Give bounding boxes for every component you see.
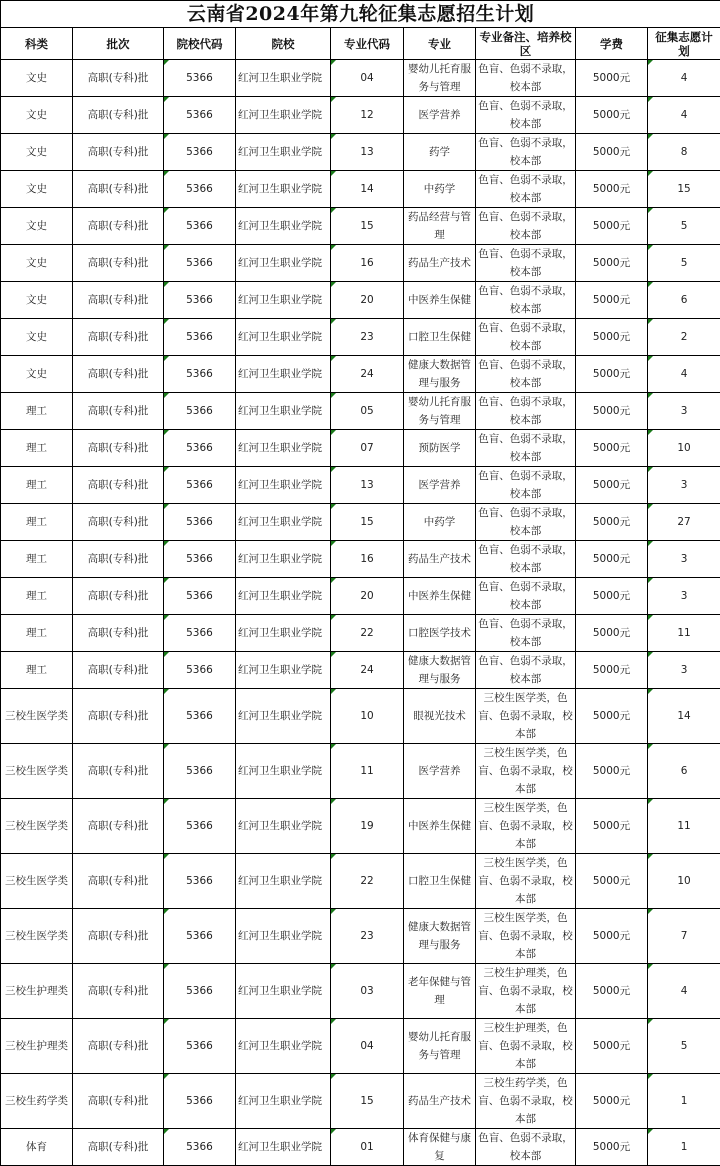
- cell-major-code: 10: [331, 689, 404, 744]
- cell-school: 红河卫生职业学院: [236, 1019, 331, 1074]
- cell-category: 文史: [1, 97, 73, 134]
- cell-note: 三校生药学类，色盲、色弱不录取，校本部: [476, 1074, 576, 1129]
- cell-school-code: 5366: [164, 1129, 236, 1166]
- cell-school: 红河卫生职业学院: [236, 504, 331, 541]
- cell-note: 色盲、色弱不录取，校本部: [476, 393, 576, 430]
- cell-school: 红河卫生职业学院: [236, 854, 331, 909]
- cell-major: 中医养生保健: [404, 799, 476, 854]
- cell-fee: 5000元: [576, 909, 648, 964]
- cell-major-code: 23: [331, 319, 404, 356]
- cell-fee: 5000元: [576, 1074, 648, 1129]
- cell-fee: 5000元: [576, 60, 648, 97]
- cell-plan: 7: [648, 909, 720, 964]
- cell-school: 红河卫生职业学院: [236, 964, 331, 1019]
- table-row: [1, 689, 720, 744]
- cell-school-code: 5366: [164, 60, 236, 97]
- cell-note: 三校生医学类，色盲、色弱不录取，校本部: [476, 854, 576, 909]
- cell-school: 红河卫生职业学院: [236, 356, 331, 393]
- table-row: [1, 319, 720, 356]
- cell-batch: 高职(专科)批: [73, 1019, 164, 1074]
- cell-fee: 5000元: [576, 245, 648, 282]
- cell-fee: 5000元: [576, 171, 648, 208]
- cell-fee: 5000元: [576, 689, 648, 744]
- cell-school-code: 5366: [164, 134, 236, 171]
- cell-plan: 10: [648, 430, 720, 467]
- cell-plan: 15: [648, 171, 720, 208]
- cell-note: 三校生护理类，色盲、色弱不录取，校本部: [476, 1019, 576, 1074]
- cell-school: 红河卫生职业学院: [236, 97, 331, 134]
- cell-category: 体育: [1, 1129, 73, 1166]
- cell-school-code: 5366: [164, 282, 236, 319]
- cell-category: 文史: [1, 60, 73, 97]
- cell-fee: 5000元: [576, 652, 648, 689]
- cell-plan: 1: [648, 1129, 720, 1166]
- table-row: [1, 1019, 720, 1074]
- header-major-code: 专业代码: [331, 28, 404, 60]
- table-row: [1, 282, 720, 319]
- cell-category: 三校生医学类: [1, 689, 73, 744]
- cell-fee: 5000元: [576, 134, 648, 171]
- cell-school-code: 5366: [164, 541, 236, 578]
- cell-fee: 5000元: [576, 799, 648, 854]
- cell-plan: 1: [648, 1074, 720, 1129]
- cell-category: 理工: [1, 652, 73, 689]
- cell-fee: 5000元: [576, 393, 648, 430]
- cell-school-code: 5366: [164, 245, 236, 282]
- cell-major-code: 03: [331, 964, 404, 1019]
- cell-plan: 5: [648, 1019, 720, 1074]
- table-row: [1, 430, 720, 467]
- header-batch: 批次: [73, 28, 164, 60]
- cell-category: 理工: [1, 541, 73, 578]
- cell-note: 色盲、色弱不录取，校本部: [476, 134, 576, 171]
- table-row: [1, 854, 720, 909]
- cell-batch: 高职(专科)批: [73, 245, 164, 282]
- cell-major: 体育保健与康复: [404, 1129, 476, 1166]
- cell-major-code: 20: [331, 578, 404, 615]
- cell-fee: 5000元: [576, 541, 648, 578]
- cell-note: 三校生医学类，色盲、色弱不录取，校本部: [476, 909, 576, 964]
- table-row: [1, 356, 720, 393]
- cell-batch: 高职(专科)批: [73, 541, 164, 578]
- cell-school: 红河卫生职业学院: [236, 744, 331, 799]
- cell-plan: 3: [648, 578, 720, 615]
- cell-plan: 6: [648, 744, 720, 799]
- cell-major-code: 24: [331, 356, 404, 393]
- cell-category: 三校生护理类: [1, 1019, 73, 1074]
- cell-major: 中药学: [404, 504, 476, 541]
- cell-school: 红河卫生职业学院: [236, 467, 331, 504]
- cell-school: 红河卫生职业学院: [236, 208, 331, 245]
- cell-batch: 高职(专科)批: [73, 282, 164, 319]
- cell-note: 色盲、色弱不录取，校本部: [476, 319, 576, 356]
- cell-plan: 4: [648, 964, 720, 1019]
- cell-school: 红河卫生职业学院: [236, 799, 331, 854]
- cell-fee: 5000元: [576, 208, 648, 245]
- cell-plan: 11: [648, 799, 720, 854]
- cell-school-code: 5366: [164, 615, 236, 652]
- cell-school-code: 5366: [164, 799, 236, 854]
- cell-major: 中药学: [404, 171, 476, 208]
- cell-category: 三校生医学类: [1, 909, 73, 964]
- cell-major: 婴幼儿托育服务与管理: [404, 60, 476, 97]
- cell-major-code: 04: [331, 60, 404, 97]
- cell-note: 色盲、色弱不录取，校本部: [476, 430, 576, 467]
- cell-school-code: 5366: [164, 854, 236, 909]
- cell-category: 理工: [1, 430, 73, 467]
- cell-major: 健康大数据管理与服务: [404, 909, 476, 964]
- cell-note: 色盲、色弱不录取，校本部: [476, 171, 576, 208]
- header-row: [1, 28, 720, 60]
- cell-fee: 5000元: [576, 467, 648, 504]
- cell-major-code: 12: [331, 97, 404, 134]
- cell-school-code: 5366: [164, 208, 236, 245]
- cell-major-code: 15: [331, 1074, 404, 1129]
- cell-major: 口腔卫生保健: [404, 319, 476, 356]
- cell-note: 色盲、色弱不录取，校本部: [476, 1129, 576, 1166]
- header-major: 专业: [404, 28, 476, 60]
- cell-school-code: 5366: [164, 171, 236, 208]
- table-row: [1, 615, 720, 652]
- cell-major-code: 01: [331, 1129, 404, 1166]
- cell-school: 红河卫生职业学院: [236, 171, 331, 208]
- cell-fee: 5000元: [576, 282, 648, 319]
- table-body: [1, 60, 720, 1166]
- cell-plan: 2: [648, 319, 720, 356]
- cell-major: 口腔卫生保健: [404, 854, 476, 909]
- cell-note: 色盲、色弱不录取，校本部: [476, 282, 576, 319]
- cell-major-code: 23: [331, 909, 404, 964]
- cell-category: 文史: [1, 319, 73, 356]
- table-row: [1, 504, 720, 541]
- cell-batch: 高职(专科)批: [73, 504, 164, 541]
- cell-major: 药品经营与管理: [404, 208, 476, 245]
- cell-school-code: 5366: [164, 1074, 236, 1129]
- cell-major: 婴幼儿托育服务与管理: [404, 393, 476, 430]
- cell-category: 三校生药学类: [1, 1074, 73, 1129]
- table-row: [1, 208, 720, 245]
- cell-note: 三校生护理类，色盲、色弱不录取，校本部: [476, 964, 576, 1019]
- cell-major: 口腔医学技术: [404, 615, 476, 652]
- cell-category: 理工: [1, 467, 73, 504]
- cell-school-code: 5366: [164, 430, 236, 467]
- cell-note: 色盲、色弱不录取，校本部: [476, 467, 576, 504]
- cell-major-code: 05: [331, 393, 404, 430]
- cell-category: 三校生护理类: [1, 964, 73, 1019]
- header-fee: 学费: [576, 28, 648, 60]
- cell-fee: 5000元: [576, 1129, 648, 1166]
- cell-plan: 14: [648, 689, 720, 744]
- cell-school-code: 5366: [164, 97, 236, 134]
- cell-school: 红河卫生职业学院: [236, 60, 331, 97]
- table-row: [1, 467, 720, 504]
- cell-category: 文史: [1, 282, 73, 319]
- header-school: 院校: [236, 28, 331, 60]
- cell-batch: 高职(专科)批: [73, 799, 164, 854]
- cell-major-code: 19: [331, 799, 404, 854]
- cell-batch: 高职(专科)批: [73, 467, 164, 504]
- cell-school: 红河卫生职业学院: [236, 1129, 331, 1166]
- cell-plan: 5: [648, 208, 720, 245]
- cell-batch: 高职(专科)批: [73, 652, 164, 689]
- cell-fee: 5000元: [576, 97, 648, 134]
- title-row: [1, 1, 720, 28]
- table-row: [1, 964, 720, 1019]
- cell-major-code: 16: [331, 541, 404, 578]
- cell-school-code: 5366: [164, 467, 236, 504]
- cell-batch: 高职(专科)批: [73, 578, 164, 615]
- cell-school: 红河卫生职业学院: [236, 615, 331, 652]
- cell-school-code: 5366: [164, 964, 236, 1019]
- cell-plan: 3: [648, 541, 720, 578]
- cell-plan: 11: [648, 615, 720, 652]
- cell-batch: 高职(专科)批: [73, 854, 164, 909]
- table-row: [1, 1074, 720, 1129]
- cell-batch: 高职(专科)批: [73, 430, 164, 467]
- cell-school-code: 5366: [164, 1019, 236, 1074]
- cell-major: 药品生产技术: [404, 1074, 476, 1129]
- cell-note: 色盲、色弱不录取，校本部: [476, 245, 576, 282]
- cell-fee: 5000元: [576, 356, 648, 393]
- cell-batch: 高职(专科)批: [73, 744, 164, 799]
- cell-category: 理工: [1, 578, 73, 615]
- cell-major: 健康大数据管理与服务: [404, 652, 476, 689]
- cell-note: 色盲、色弱不录取，校本部: [476, 615, 576, 652]
- cell-major-code: 15: [331, 504, 404, 541]
- table-row: [1, 799, 720, 854]
- cell-category: 文史: [1, 356, 73, 393]
- header-school-code: 院校代码: [164, 28, 236, 60]
- cell-major: 医学营养: [404, 744, 476, 799]
- cell-major: 药品生产技术: [404, 245, 476, 282]
- cell-school-code: 5366: [164, 356, 236, 393]
- cell-school-code: 5366: [164, 393, 236, 430]
- cell-major: 药品生产技术: [404, 541, 476, 578]
- cell-note: 色盲、色弱不录取，校本部: [476, 504, 576, 541]
- cell-major: 中医养生保健: [404, 578, 476, 615]
- cell-school-code: 5366: [164, 578, 236, 615]
- cell-plan: 27: [648, 504, 720, 541]
- cell-batch: 高职(专科)批: [73, 319, 164, 356]
- table-row: [1, 393, 720, 430]
- cell-note: 色盲、色弱不录取，校本部: [476, 578, 576, 615]
- cell-fee: 5000元: [576, 430, 648, 467]
- cell-note: 色盲、色弱不录取，校本部: [476, 97, 576, 134]
- cell-fee: 5000元: [576, 744, 648, 799]
- cell-major: 预防医学: [404, 430, 476, 467]
- cell-fee: 5000元: [576, 615, 648, 652]
- cell-major: 医学营养: [404, 467, 476, 504]
- page-title: 云南省2024年第九轮征集志愿招生计划: [1, 1, 720, 28]
- cell-category: 三校生医学类: [1, 744, 73, 799]
- table-row: [1, 134, 720, 171]
- cell-note: 色盲、色弱不录取，校本部: [476, 60, 576, 97]
- cell-school: 红河卫生职业学院: [236, 282, 331, 319]
- table-row: [1, 97, 720, 134]
- cell-school: 红河卫生职业学院: [236, 689, 331, 744]
- cell-school-code: 5366: [164, 652, 236, 689]
- cell-major-code: 14: [331, 171, 404, 208]
- cell-major: 中医养生保健: [404, 282, 476, 319]
- cell-note: 色盲、色弱不录取，校本部: [476, 356, 576, 393]
- cell-category: 文史: [1, 208, 73, 245]
- cell-plan: 3: [648, 467, 720, 504]
- cell-batch: 高职(专科)批: [73, 909, 164, 964]
- cell-category: 理工: [1, 615, 73, 652]
- cell-school-code: 5366: [164, 744, 236, 799]
- cell-major-code: 22: [331, 615, 404, 652]
- cell-major-code: 20: [331, 282, 404, 319]
- header-note: 专业备注、培养校区: [476, 28, 576, 60]
- cell-major: 药学: [404, 134, 476, 171]
- cell-major-code: 22: [331, 854, 404, 909]
- cell-plan: 3: [648, 393, 720, 430]
- cell-batch: 高职(专科)批: [73, 356, 164, 393]
- cell-batch: 高职(专科)批: [73, 134, 164, 171]
- cell-school: 红河卫生职业学院: [236, 541, 331, 578]
- cell-major-code: 11: [331, 744, 404, 799]
- cell-plan: 6: [648, 282, 720, 319]
- cell-batch: 高职(专科)批: [73, 208, 164, 245]
- table-row: [1, 541, 720, 578]
- cell-batch: 高职(专科)批: [73, 171, 164, 208]
- cell-category: 文史: [1, 171, 73, 208]
- cell-category: 文史: [1, 134, 73, 171]
- cell-school-code: 5366: [164, 319, 236, 356]
- cell-major-code: 16: [331, 245, 404, 282]
- cell-note: 色盲、色弱不录取，校本部: [476, 541, 576, 578]
- cell-school: 红河卫生职业学院: [236, 134, 331, 171]
- table-row: [1, 171, 720, 208]
- cell-school-code: 5366: [164, 689, 236, 744]
- cell-major-code: 13: [331, 467, 404, 504]
- cell-batch: 高职(专科)批: [73, 1074, 164, 1129]
- cell-plan: 8: [648, 134, 720, 171]
- cell-plan: 4: [648, 60, 720, 97]
- cell-major: 医学营养: [404, 97, 476, 134]
- cell-fee: 5000元: [576, 1019, 648, 1074]
- cell-school: 红河卫生职业学院: [236, 909, 331, 964]
- cell-batch: 高职(专科)批: [73, 689, 164, 744]
- cell-category: 理工: [1, 393, 73, 430]
- cell-fee: 5000元: [576, 964, 648, 1019]
- cell-note: 色盲、色弱不录取，校本部: [476, 652, 576, 689]
- cell-plan: 5: [648, 245, 720, 282]
- cell-major: 老年保健与管理: [404, 964, 476, 1019]
- cell-plan: 4: [648, 356, 720, 393]
- cell-note: 三校生医学类，色盲、色弱不录取，校本部: [476, 744, 576, 799]
- cell-note: 三校生医学类，色盲、色弱不录取，校本部: [476, 689, 576, 744]
- cell-fee: 5000元: [576, 319, 648, 356]
- cell-school: 红河卫生职业学院: [236, 319, 331, 356]
- cell-school: 红河卫生职业学院: [236, 1074, 331, 1129]
- cell-batch: 高职(专科)批: [73, 60, 164, 97]
- table-row: [1, 60, 720, 97]
- cell-school: 红河卫生职业学院: [236, 652, 331, 689]
- cell-major-code: 07: [331, 430, 404, 467]
- cell-category: 理工: [1, 504, 73, 541]
- cell-fee: 5000元: [576, 854, 648, 909]
- cell-major: 婴幼儿托育服务与管理: [404, 1019, 476, 1074]
- header-plan: 征集志愿计划: [648, 28, 720, 60]
- header-category: 科类: [1, 28, 73, 60]
- cell-batch: 高职(专科)批: [73, 964, 164, 1019]
- cell-school-code: 5366: [164, 504, 236, 541]
- table-row: [1, 744, 720, 799]
- cell-school: 红河卫生职业学院: [236, 578, 331, 615]
- cell-school: 红河卫生职业学院: [236, 245, 331, 282]
- cell-plan: 3: [648, 652, 720, 689]
- cell-batch: 高职(专科)批: [73, 1129, 164, 1166]
- table-row: [1, 245, 720, 282]
- cell-major-code: 04: [331, 1019, 404, 1074]
- cell-category: 三校生医学类: [1, 854, 73, 909]
- cell-fee: 5000元: [576, 504, 648, 541]
- cell-batch: 高职(专科)批: [73, 97, 164, 134]
- cell-school: 红河卫生职业学院: [236, 393, 331, 430]
- cell-school-code: 5366: [164, 909, 236, 964]
- cell-fee: 5000元: [576, 578, 648, 615]
- table-row: [1, 578, 720, 615]
- cell-major: 眼视光技术: [404, 689, 476, 744]
- cell-note: 色盲、色弱不录取，校本部: [476, 208, 576, 245]
- cell-category: 文史: [1, 245, 73, 282]
- cell-major: 健康大数据管理与服务: [404, 356, 476, 393]
- cell-category: 三校生医学类: [1, 799, 73, 854]
- cell-major-code: 13: [331, 134, 404, 171]
- cell-major-code: 24: [331, 652, 404, 689]
- cell-batch: 高职(专科)批: [73, 393, 164, 430]
- cell-batch: 高职(专科)批: [73, 615, 164, 652]
- cell-note: 三校生医学类，色盲、色弱不录取，校本部: [476, 799, 576, 854]
- table-row: [1, 652, 720, 689]
- cell-school: 红河卫生职业学院: [236, 430, 331, 467]
- cell-plan: 10: [648, 854, 720, 909]
- cell-major-code: 15: [331, 208, 404, 245]
- cell-plan: 4: [648, 97, 720, 134]
- table-row: [1, 1129, 720, 1166]
- table-row: [1, 909, 720, 964]
